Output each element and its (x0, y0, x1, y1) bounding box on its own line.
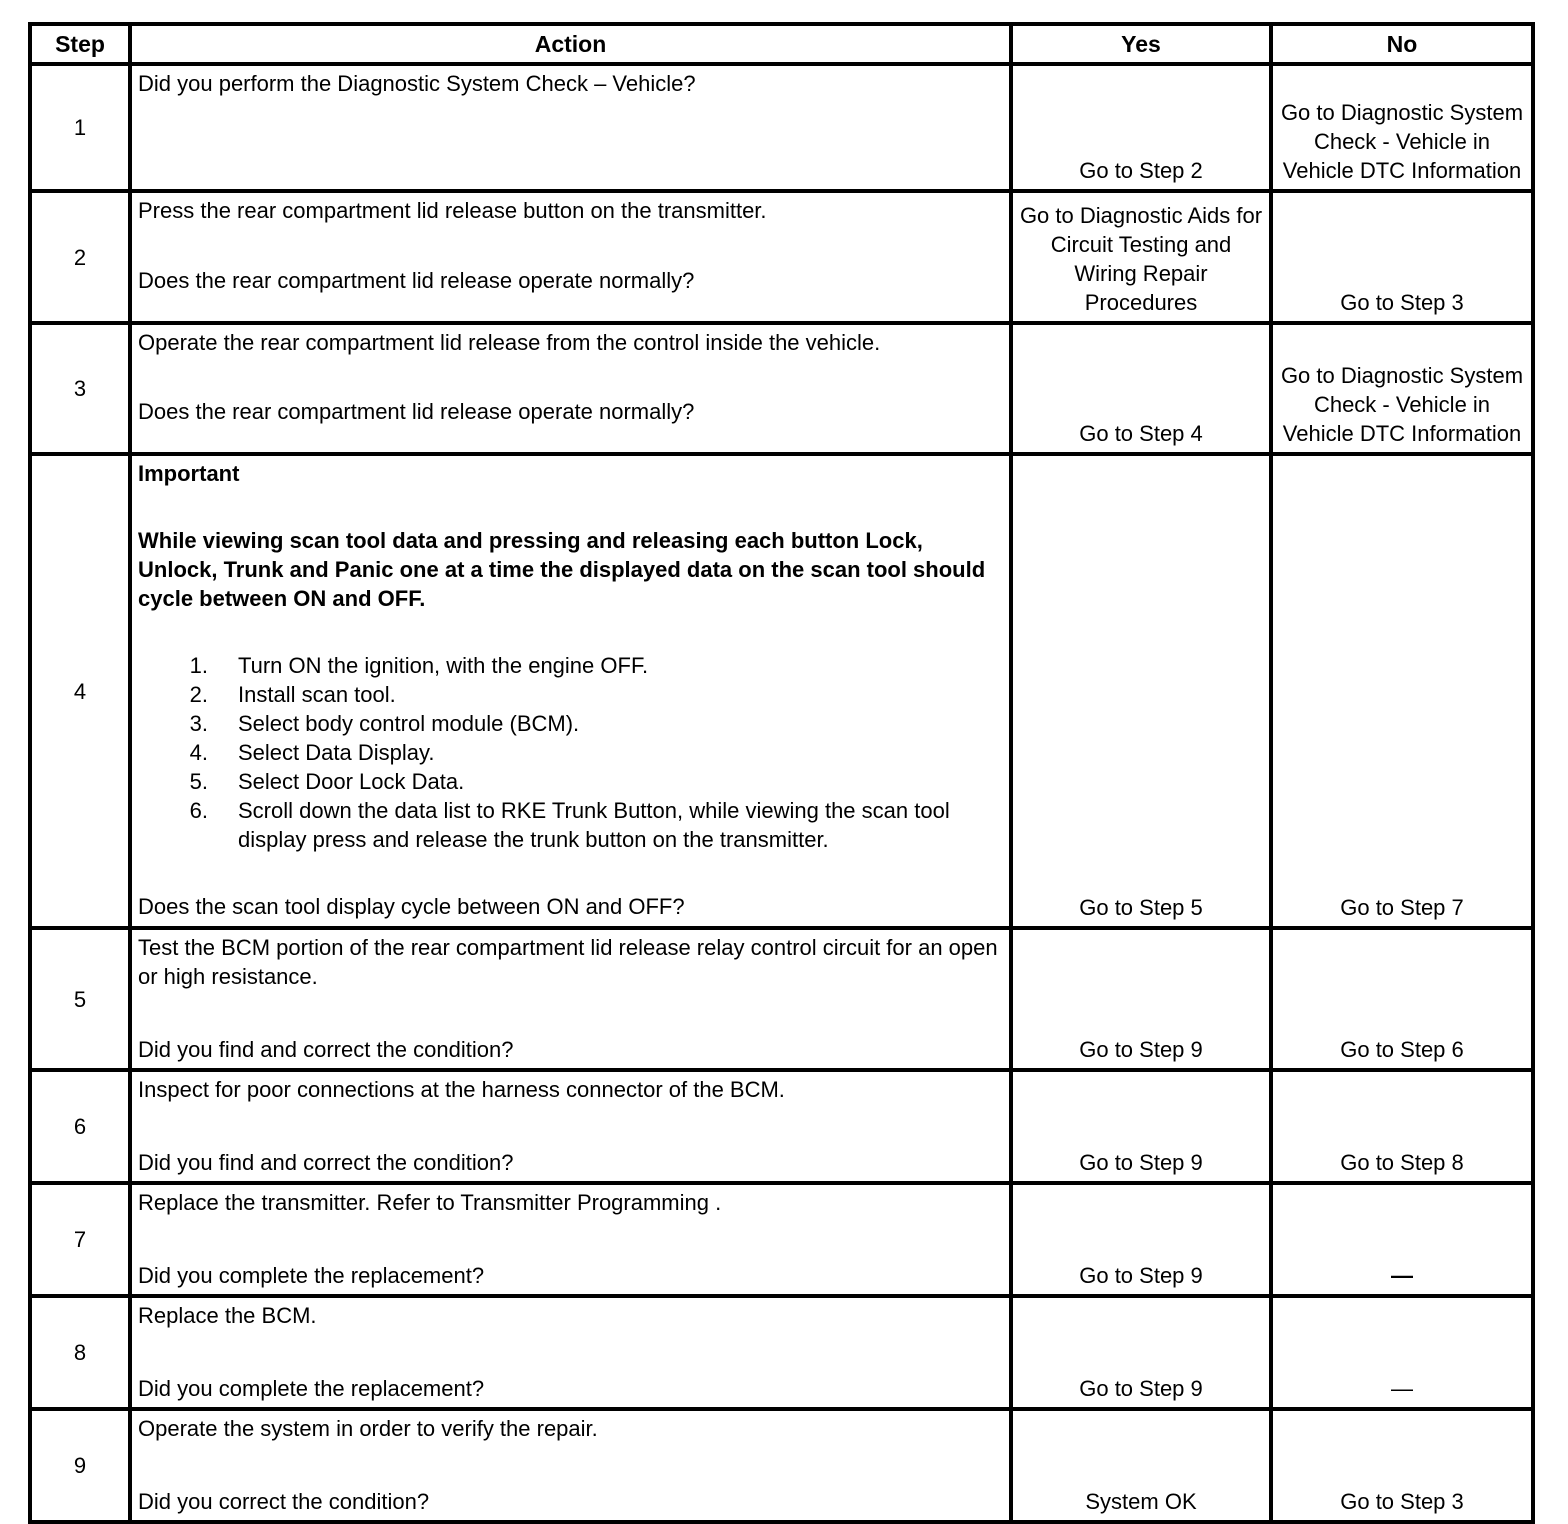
table-row-step-6 (30, 1070, 1533, 1183)
list-item: 5. Select Door Lock Data. (189, 769, 465, 794)
table-row-step-2 (30, 191, 1533, 323)
step-number: 4 (30, 454, 130, 928)
yes-cell: Go to Step 5 (1011, 454, 1271, 928)
table-row-step-3 (30, 323, 1533, 454)
action-text: Did you perform the Diagnostic System Check – Vehicle? (138, 71, 696, 96)
action-question: Did you correct the condition? (138, 1489, 430, 1514)
no-cell: Go to Step 3 (1271, 1409, 1533, 1522)
list-item: 4. Select Data Display. (189, 740, 435, 765)
list-item: 2. Install scan tool. (189, 682, 396, 707)
action-cell (130, 1296, 1011, 1409)
yes-cell: Go to Step 9 (1011, 1296, 1271, 1409)
no-cell: Go to Step 8 (1271, 1070, 1533, 1183)
no-cell: Go to Diagnostic System Check - Vehicle in Vehicle DTC Information (1271, 323, 1533, 454)
step-number: 8 (30, 1296, 130, 1409)
table-row-step-9 (30, 1409, 1533, 1522)
step-number: 9 (30, 1409, 130, 1522)
yes-cell: Go to Step 9 (1011, 1070, 1271, 1183)
action-cell (130, 1409, 1011, 1522)
yes-cell: Go to Step 4 (1011, 323, 1271, 454)
table-row-step-8 (30, 1296, 1533, 1409)
yes-cell: Go to Step 9 (1011, 1183, 1271, 1296)
yes-cell: Go to Diagnostic Aids for Circuit Testing and Wiring Repair Procedures (1011, 191, 1271, 323)
header-yes: Yes (1011, 24, 1271, 64)
list-item: 6. Scroll down the data list to RKE Trunk Button, while viewing the scan tool display press and release the trunk button on the transmitter. (189, 798, 950, 852)
yes-cell: Go to Step 2 (1011, 64, 1271, 191)
action-question: Did you find and correct the condition? (138, 1037, 514, 1062)
action-cell (130, 928, 1011, 1070)
step-number: 7 (30, 1183, 130, 1296)
action-cell (130, 1070, 1011, 1183)
no-cell: Go to Diagnostic System Check - Vehicle in Vehicle DTC Information (1271, 64, 1533, 191)
yes-cell: Go to Step 9 (1011, 928, 1271, 1070)
table-row-step-5 (30, 928, 1533, 1070)
list-item: 1. Turn ON the ignition, with the engine OFF. (189, 653, 649, 678)
action-question: Did you complete the replacement? (138, 1263, 485, 1288)
step-number: 1 (30, 64, 130, 191)
table-row-step-1 (30, 64, 1533, 191)
action-question: Does the rear compartment lid release operate normally? (138, 268, 695, 293)
step-number: 6 (30, 1070, 130, 1183)
list-item: 3. Select body control module (BCM). (189, 711, 580, 736)
step-number: 3 (30, 323, 130, 454)
no-cell: — (1271, 1296, 1533, 1409)
step-number: 5 (30, 928, 130, 1070)
diagnostic-table (28, 22, 1535, 1524)
action-text: Replace the transmitter. Refer to Transmitter Programming . (138, 1190, 722, 1215)
action-cell (130, 191, 1011, 323)
no-cell: Go to Step 6 (1271, 928, 1533, 1070)
table-row-step-7 (30, 1183, 1533, 1296)
action-text: Press the rear compartment lid release button on the transmitter. (138, 198, 767, 223)
no-cell: Go to Step 7 (1271, 454, 1533, 928)
step-number: 2 (30, 191, 130, 323)
action-cell (130, 323, 1011, 454)
action-cell (130, 1183, 1011, 1296)
procedure-list (138, 651, 1003, 854)
no-cell: Go to Step 3 (1271, 191, 1533, 323)
action-text: Replace the BCM. (138, 1303, 317, 1328)
header-row (30, 24, 1533, 64)
action-question: Did you complete the replacement? (138, 1376, 485, 1401)
action-cell (130, 64, 1011, 191)
yes-cell: System OK (1011, 1409, 1271, 1522)
action-question: Does the scan tool display cycle between ON and OFF? (138, 894, 685, 919)
action-question: Does the rear compartment lid release operate normally? (138, 399, 695, 424)
action-text: Operate the system in order to verify the repair. (138, 1416, 598, 1441)
action-text: Inspect for poor connections at the harness connector of the BCM. (138, 1077, 785, 1102)
action-cell (130, 454, 1011, 928)
header-action: Action (130, 24, 1011, 64)
important-label: Important (138, 461, 240, 486)
no-cell: — (1271, 1183, 1533, 1296)
action-question: Did you find and correct the condition? (138, 1150, 514, 1175)
table-row-step-4 (30, 454, 1533, 928)
header-step: Step (30, 24, 130, 64)
header-no: No (1271, 24, 1533, 64)
action-text: Test the BCM portion of the rear compartment lid release relay control circuit for an open or high resistance. (138, 935, 998, 989)
action-text: Operate the rear compartment lid release from the control inside the vehicle. (138, 330, 881, 355)
important-text: While viewing scan tool data and pressing and releasing each button Lock, Unlock, Trunk and Panic one at a time the displayed data on the scan tool should cycle between ON and OFF. (138, 528, 986, 611)
